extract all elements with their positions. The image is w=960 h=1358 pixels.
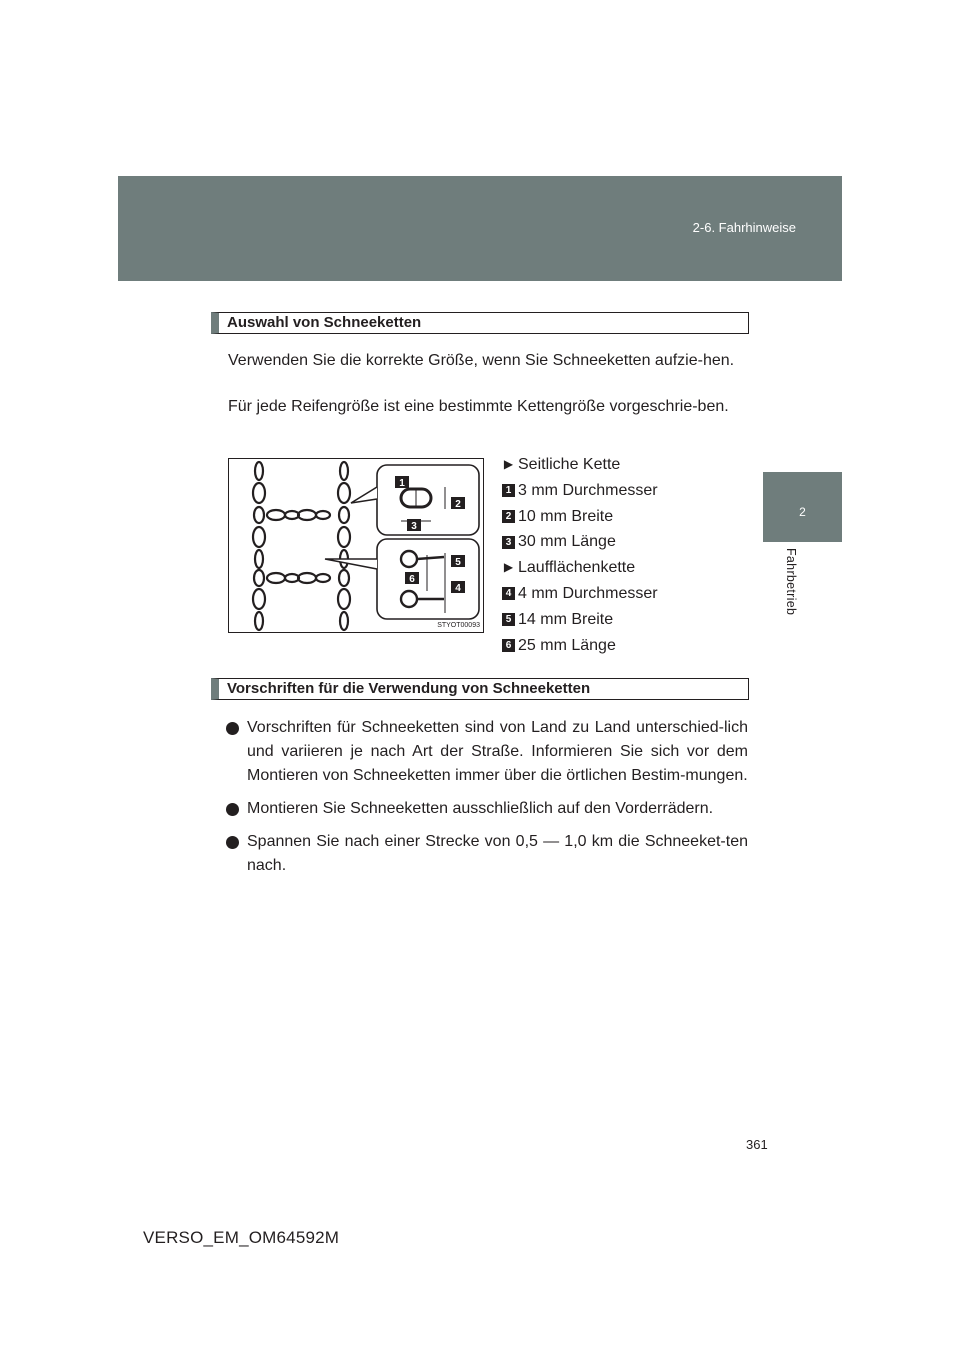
chapter-tab-label: Fahrbetrieb [784,548,798,616]
list-item-text: Vorschriften für Schneeketten sind von Land zu Land unterschied-lich und variieren je nach Art der Straße. Informieren Sie sich vor dem Montieren von Schneeketten immer über die örtlichen Bestim-mungen. [247,719,748,784]
spec-text: 10 mm Breite [518,507,614,525]
spec-number-badge: 5 [502,613,515,626]
spec-item [502,504,752,530]
triangle-right-icon: ▶ [503,560,514,575]
list-item [226,797,748,821]
list-item [226,716,748,788]
list-item-text: Spannen Sie nach einer Strecke von 0,5 — 1,0 km die Schneeket-ten nach. [247,833,748,874]
snow-chain-figure [228,458,484,633]
figure-label-2: 2 [455,499,461,510]
chain-spec-list [502,452,752,658]
figure-label-3: 3 [411,521,417,532]
spec-item [502,607,752,633]
bullet-icon [226,722,239,735]
chapter-tab-number: 2 [799,505,806,519]
figure-label-5: 5 [455,557,461,568]
spec-number-badge: 2 [502,510,515,523]
section-heading-regulations: Vorschriften für die Verwendung von Schneeketten [211,678,749,700]
list-item-text: Montieren Sie Schneeketten ausschließlich auf den Vorderrädern. [247,800,714,817]
figure-label-1: 1 [399,478,405,489]
header-section-title: 2-6. Fahrhinweise [692,220,796,235]
spec-item [502,555,752,581]
spec-item [502,478,752,504]
spec-item [502,452,752,478]
spec-text: Laufflächenkette [518,559,636,577]
spec-number-badge: 6 [502,639,515,652]
paragraph-tire-size: Für jede Reifengröße ist eine bestimmte Kettengröße vorgeschrie-ben. [228,398,729,415]
bullet-icon [226,803,239,816]
bullet-icon [226,836,239,849]
figure-label-4: 4 [455,583,461,594]
spec-text: 14 mm Breite [518,610,614,628]
spec-text: Seitliche Kette [518,456,621,473]
spec-item [502,529,752,555]
spec-text: 4 mm Durchmesser [518,584,658,602]
spec-text: 30 mm Länge [518,533,616,551]
document-code: VERSO_EM_OM64592M [143,1228,340,1247]
spec-item [502,581,752,607]
chain-illustration [229,459,483,632]
spec-number-badge: 4 [502,587,515,600]
spec-text: 25 mm Länge [518,636,616,654]
regulation-list [226,716,748,887]
list-item [226,830,748,878]
spec-number-badge: 1 [502,484,515,497]
spec-text: 3 mm Durchmesser [518,481,658,499]
figure-code: STYOT00093 [437,622,480,629]
triangle-right-icon: ▶ [503,457,514,471]
chapter-tab [763,472,842,542]
paragraph-size: Verwenden Sie die korrekte Größe, wenn Sie Schneeketten aufzie-hen. [228,352,735,369]
spec-item [502,633,752,659]
page-number: 361 [746,1137,768,1152]
header-band [118,176,842,281]
section-heading-selection: Auswahl von Schneeketten [211,312,749,334]
spec-number-badge: 3 [502,536,515,549]
figure-label-6: 6 [409,574,415,585]
